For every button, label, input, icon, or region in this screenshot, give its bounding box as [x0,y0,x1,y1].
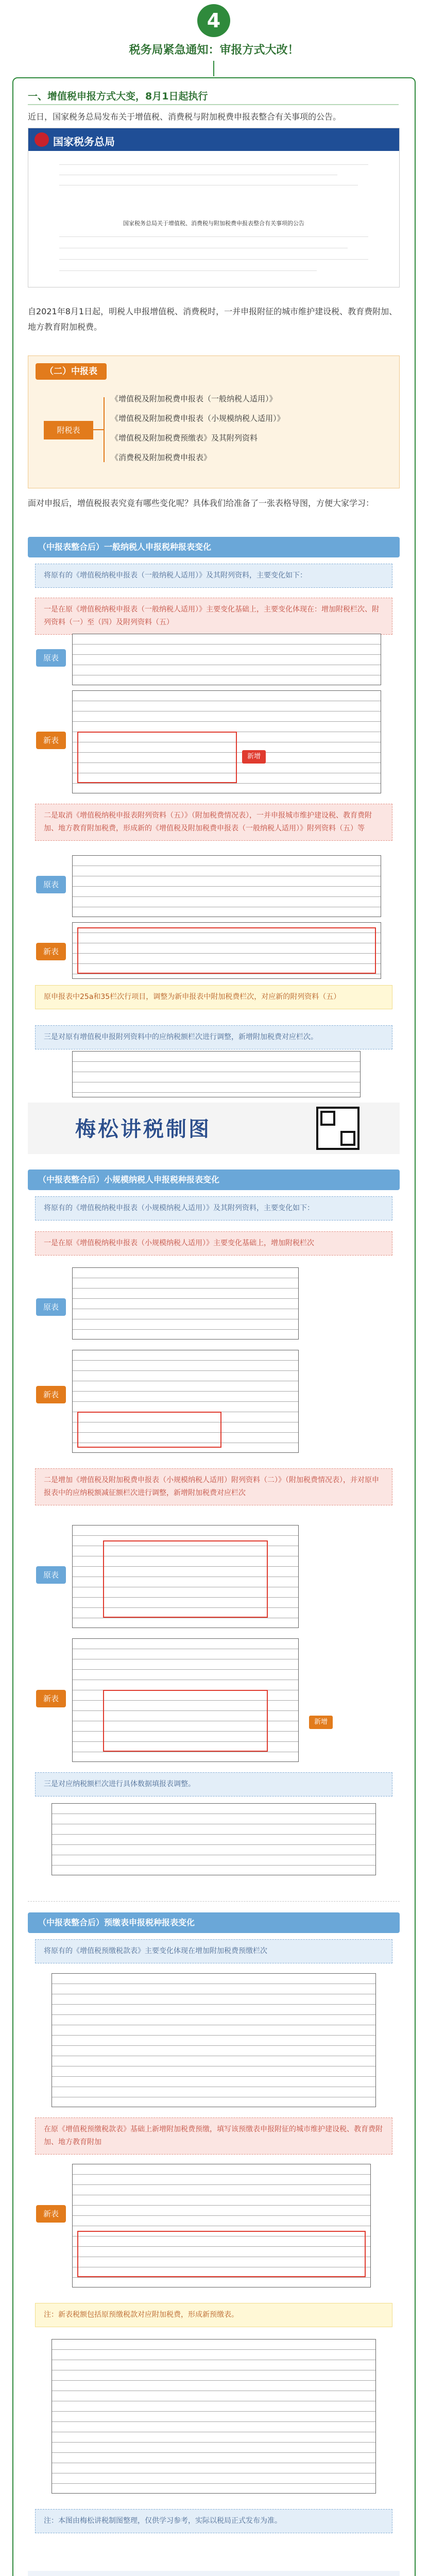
follow-card [28,2571,400,2576]
highlight-box [77,732,237,783]
sample-table [52,1803,376,1875]
article-header [0,0,428,77]
part1-note: 一是在原《增值税纳税申报表（一般纳税人适用）》主要变化基础上，主要变化体现在：增加附税栏次、附列资料（一）至（四）及附列资料（五） [35,598,392,635]
screenshot-divider [59,236,368,237]
new-form-tag: 新表 [36,943,66,960]
header-connector [213,61,214,76]
screenshot-divider [59,259,368,260]
intro-paragraph: 近日，国家税务总局发布关于增值税、消费税与附加税费申报表整合有关事项的公告。 [28,112,341,122]
effective-paragraph: 自2021年8月1日起，明税人申报增值税、消费税时，一并申报附征的城市维护建设税、教育费附加、地方教育附加税费。 [28,307,398,332]
section-heading: 一、增值税申报方式大变，8月1日起执行 [28,91,208,102]
sample-table [72,1051,361,1097]
added-marker: 新增 [242,750,266,764]
report-list-tag: （二）中报表 [36,363,107,380]
brand-title: 梅松讲税制图 [75,1117,211,1141]
part1-note: 将原有的《增值税纳税申报表（一般纳税人适用）》及其附列资料，主要变化如下： [35,564,392,588]
highlight-box [103,1690,268,1752]
highlight-box [103,1540,268,1618]
old-form-table [72,634,381,685]
screenshot-divider [59,270,317,271]
brand-banner [28,1103,400,1154]
bracket-line [93,429,104,430]
old-form-tag: 原表 [36,876,66,893]
sample-table [52,2339,376,2494]
new-form-tag: 新表 [36,1386,66,1403]
site-banner [28,128,399,151]
report-item: 《增值税及附加税费预缴表》及其附列资料 [111,433,258,443]
qr-code-icon[interactable] [316,1107,359,1150]
added-marker: 新增 [309,1716,333,1729]
old-form-tag: 原表 [36,1298,66,1316]
tax-emblem-icon [35,132,49,147]
part1-note: 二是取消《增值税纳税申报表附列资料（五）》（附加税费情况表），一并申报城市维护建设税、教育费附加、地方教育附加税费，形成新的《增值税及附加税费申报表（一般纳税人适用）》附列资料（五）等 [35,804,392,841]
screenshot-divider [59,164,368,165]
report-list-box [28,355,400,488]
old-form-tag: 原表 [36,1566,66,1584]
old-form-tag: 原表 [36,649,66,667]
new-form-tag: 新表 [36,2205,66,2223]
part2-note: 将原有的《增值税纳税申报表（小规模纳税人适用）》及其附列资料，主要变化如下： [35,1196,392,1221]
part2-note: 一是在原《增值税纳税申报表（小规模纳税人适用）》主要变化基础上，增加附税栏次 [35,1231,392,1256]
report-item: 《增值税及附加税费申报表（小规模纳税人适用）》 [111,414,285,423]
old-attachment-table [72,855,381,917]
part3-note: 在原《增值税预缴税款表》基础上新增附加税费预缴，填写该预缴表申报附征的城市维护建设税、教育费附加、地方教育附加 [35,2117,392,2155]
highlight-box [77,2231,366,2277]
section-rule [28,104,399,105]
part1-note: 三是对原有增值税申报附列资料中的应纳税额栏次进行调整，新增附加税费对应栏次。 [35,1025,392,1049]
site-name: 国家税务总局 [53,135,115,148]
new-form-tag: 新表 [36,1690,66,1707]
article-title: 税务局紧急通知：审报方式大改！ [129,44,299,57]
old-small-form [72,1267,299,1340]
part3-note: 注：本图由梅松讲税制图整理，仅供学习参考，实际以税局正式发布为准。 [35,2509,392,2533]
transition-paragraph: 面对申报后，增值税报表究竟有哪些变化呢？具体我们给准备了一张表格导图，方便大家学习： [28,498,374,508]
report-item: 《增值税及附加税费申报表（一般纳税人适用）》 [111,394,277,403]
part1-note: 原申报表中25a和35栏次行项目，调整为新申报表中附加税费栏次，对应新的附列资料（五） [35,985,392,1009]
part2-note: 二是增加《增值税及附加税费申报表（小规模纳税人适用）附列资料（二）》（附加税费情况表），并对原申报表中的应纳税额减征额栏次进行调整，新增附加税费对应栏次 [35,1468,392,1505]
report-category: 附税表 [44,421,93,439]
part2-note: 三是对应纳税额栏次进行具体数据填报表调整。 [35,1772,392,1797]
part3-note: 将原有的《增值税预缴税款表》主要变化体现在增加附加税费预缴栏次 [35,1939,392,1963]
highlight-box [77,927,376,974]
announcement-caption: 国家税务总局关于增值税、消费税与附加税费申报表整合有关事项的公告 [123,220,304,227]
part3-note: 注：新表税额包括原预缴税款对应附加税费，形成新预缴表。 [35,2303,392,2327]
section-number-badge: 4 [197,4,230,37]
highlight-box [77,1412,221,1448]
part2-ribbon: （中报表整合后）小规模纳税人申报税种报表变化 [28,1170,400,1190]
bracket-line [104,397,105,462]
part1-ribbon: （中报表整合后）一般纳税人申报税种报表变化 [28,537,400,557]
section-divider [28,1901,400,1902]
prepay-form [52,1973,376,2107]
part3-ribbon: （中报表整合后）预缴表申报税种报表变化 [28,1912,400,1933]
tax-site-screenshot [28,128,400,287]
report-item: 《消费税及附加税费申报表》 [111,453,212,462]
new-form-tag: 新表 [36,732,66,749]
